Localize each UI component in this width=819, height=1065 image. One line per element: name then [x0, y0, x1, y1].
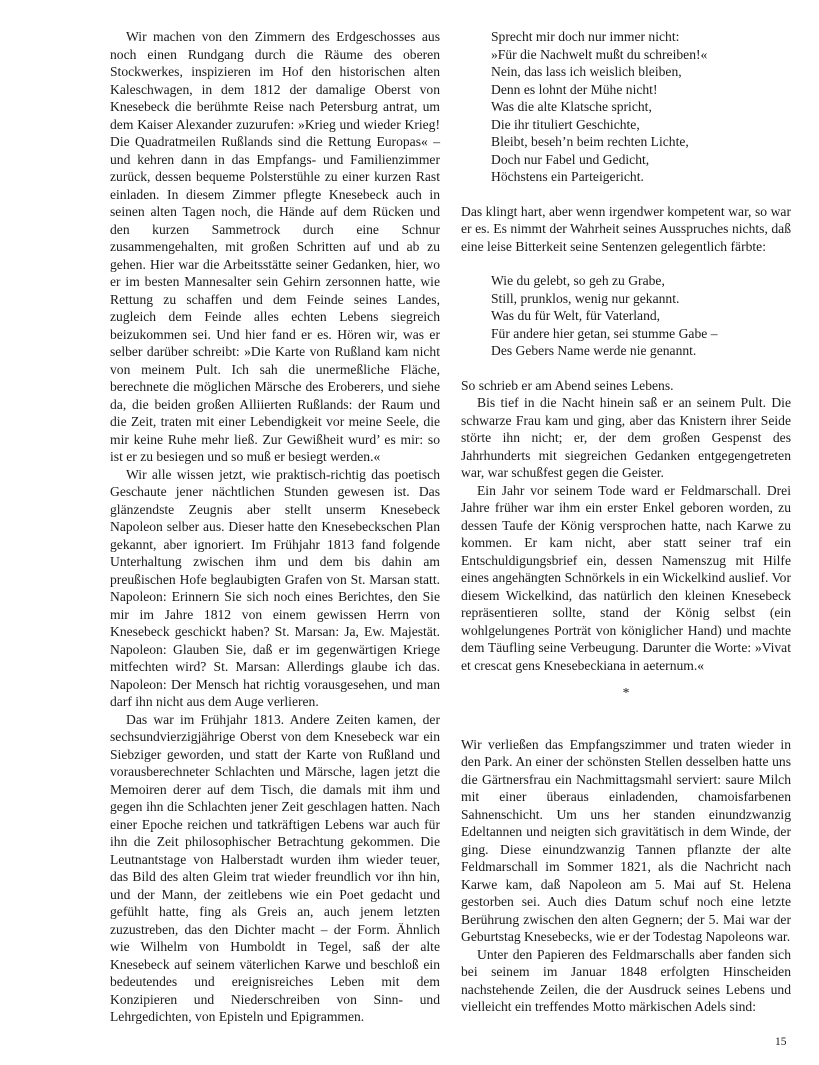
verse-line: Still, prunklos, wenig nur gekannt.	[491, 290, 680, 306]
verse-line: Doch nur Fabel und Gedicht,	[491, 151, 650, 167]
verse-line: Für andere hier getan, sei stumme Gabe –	[491, 325, 718, 341]
verse-line: Bleibt, beseh’n beim rechten Lichte,	[491, 134, 689, 149]
verse-line: Was du für Welt, für Vaterland,	[491, 308, 661, 323]
paragraph: Wir alle wissen jetzt, wie praktisch-richtig das poetisch Geschaute jener nächtlichen Stunden gewesen ist. Das glänzendste Zeugnis aber stellt unserm Knesebeck Napoleon selber aus. Dieser hatte den Knesebeckschen Plan gekannt, aber ignoriert. Im Frühjahr 1813 fand folgende Unterhaltung zwischen ihm und dem bis dahin am preußischen Hofe beglaubigten Grafen von St. Marsan statt. Napoleon: Erinnern Sie sich noch eines Berichtes, den Sie mir im Jahre 1812 von einem gewissen Herrn von Knesebeck geschickt haben? St. Marsan: Ja, Ew. Majestät. Napoleon: Glauben Sie, daß er im gegenwärtigen Kriege mitfechten wird? St. Marsan: Allerdings glaube ich das. Napoleon: Der Mensch hat richtig vorausgesehen, und man darf ihn nicht aus dem Auge verlieren.	[110, 466, 440, 709]
poem-stanza	[461, 28, 791, 186]
section-separator: *	[622, 685, 630, 700]
verse-line: Sprecht mir doch nur immer nicht:	[491, 29, 680, 44]
paragraph: Wir verließen das Empfangszimmer und traten wieder in den Park. An einer der schönsten Stellen desselben hatte uns die Gärtnersfrau ein Nachmittagsmahl serviert: saure Milch mit einer überaus einladenden, chamoisfarbenen Sahnenschicht. Um uns her standen einundzwanzig Edeltannen und neigten sich gravitätisch in dem Winde, der ging. Diese einundzwanzig Tannen pflanzte der alte Feldmarschall im Sommer 1821, als die Nachricht nach Karwe kam, daß Napoleon am 5. Mai auf St. Helena gestorben sei. Auch dies Datum schuf noch eine letzte Berührung zwischen den alten Gegnern; der 5. Mai war der Geburtstag Knesebecks, wie er der Todestag Napoleons war.	[461, 736, 791, 944]
right-column	[461, 28, 791, 1016]
paragraph: Wir machen von den Zimmern des Erdgeschosses aus noch einen Rundgang durch die Räume des oberen Stockwerkes, inspizieren im Hof den historischen alten Kaleschwagen, in dem 1812 der damalige Oberst von Knesebeck die berühmte Reise nach Petersburg antrat, um dem Kaiser Alexander zuzurufen: »Krieg und wieder Krieg! Die Quadratmeilen Rußlands sind die Rettung Europas« – und kehren dann in das Empfangs- und Familienzimmer zurück, dessen bequeme Polsterstühle zu einer kurzen Rast einladen. In diesem Zimmer pflegte Knesebeck auch in seinen alten Tagen noch, die Hände auf dem Rücken und den kurzen Sammetrock durch eine Schnur zusammengehalten, mit großen Schritten auf und ab zu gehen. Hier war die Arbeitsstätte seiner Gedanken, hier, wo er im besten Mannesalter sein Gehirn zersonnen hatte, wie Rettung zu schaffen und dem Feinde seines Landes, zugleich dem Feinde alles echten Lebens siegreich beizukommen sei. Und hier fand er es. Hören wir, was er selber darüber schreibt: »Die Karte von Rußland kam nicht von meinem Pult. Ich sah die unermeßliche Fläche, berechnete die möglichen Märsche des Eroberers, und siehe da, die beiden großen Alliierten Rußlands: der Raum und die Zeit, traten mit einer Lebendigkeit vor meine Seele, die mir keine Ruhe mehr ließ. Zur Gewißheit wurd’ es mir: so ist er zu besiegen und so muß er besiegt werden.«	[110, 29, 440, 464]
page-number: 15	[775, 1036, 787, 1048]
paragraph: Das war im Frühjahr 1813. Andere Zeiten kamen, der sechsundvierzigjährige Oberst von dem Knesebeck war ein Siebziger geworden, und statt der Karte von Rußland und vorausberechneter Schlachten und Märsche, lagen jetzt die Memoiren derer auf dem Tisch, die damals mit ihm und gegen ihn die Schlachten jener Zeit geschlagen hatten. Nach einer Epoche reichen und tatkräftigen Lebens war auch für ihn die Zeit philosophischer Betrachtung gekommen. Die Leutnantstage von Halberstadt wurden ihm wieder teuer, das Bild des alten Gleim trat wieder freundlich vor ihn hin, und der Mann, der zeitlebens wie ein Poet gedacht und gefühlt hatte, fing als Greis an, auch jenem letzten zuzustreben, das den Dichter macht – der Form. Ähnlich wie Wilhelm von Humboldt in Tegel, saß der alte Knesebeck auf seinem väterlichen Karwe und beschloß ein bedeutendes und ereignisreiches Leben mit dem Konzipieren und Niederschreiben von Sinn- und Lehrgedichten, von Episteln und Epigrammen.	[110, 711, 440, 1024]
paragraph: Das klingt hart, aber wenn irgendwer kompetent war, so war er es. Es nimmt der Wahrheit seines Ausspruches nichts, daß eine leise Bitterkeit seine Sentenzen gelegentlich färbte:	[461, 203, 791, 254]
paragraph: Bis tief in die Nacht hinein saß er an seinem Pult. Die schwarze Frau kam und ging, aber das Knistern ihrer Seide störte ihn nicht; er, der dem großen Gespenst des Jahrhunderts mit siegreichen Gedanken entgegengetreten war, war schußfest gegen die Geister.	[461, 395, 791, 480]
verse-line: Des Gebers Name werde nie genannt.	[491, 343, 697, 358]
verse-line: Denn es lohnt der Mühe nicht!	[491, 81, 658, 97]
left-column	[110, 28, 440, 1026]
verse-line: Die ihr tituliert Geschichte,	[491, 116, 640, 132]
paragraph: So schrieb er am Abend seines Lebens.	[461, 377, 674, 393]
verse-line: Was die alte Klatsche spricht,	[491, 99, 652, 114]
paragraph: Unter den Papieren des Feldmarschalls aber fanden sich bei seinem im Januar 1848 erfolgten Hinscheiden nachstehende Zeilen, die der Ausdruck seines Lebens und vielleicht ein treffendes Motto märkischen Adels sind:	[461, 946, 791, 1014]
paragraph: Ein Jahr vor seinem Tode ward er Feldmarschall. Drei Jahre früher war ihm ein erster Enkel geboren worden, zu dessen Taufe der König versprochen hatte, nach Karwe zu kommen. Er kam nicht, aber statt seiner traf ein Entschuldigungsbrief ein, dessen Namenszug mit Hilfe eines angehängten Schnörkels in ein Wickelkind auslief. Vor diesem Wickelkind, das natürlich den kleinen Knesebeck repräsentieren sollte, stand der König selbst (ein wohlgelungenes Porträt von königlicher Hand) und machte dem Täufling seine Verbeugung. Darunter die Worte: »Vivat et crescat gens Knesebeckiana in aeternum.«	[461, 482, 791, 673]
poem-stanza	[461, 272, 791, 360]
verse-line: Höchstens ein Parteigericht.	[491, 169, 644, 184]
verse-line: Wie du gelebt, so geh zu Grabe,	[491, 273, 665, 288]
verse-line: »Für die Nachwelt mußt du schreiben!«	[491, 46, 708, 62]
verse-line: Nein, das lass ich weislich bleiben,	[491, 64, 682, 79]
